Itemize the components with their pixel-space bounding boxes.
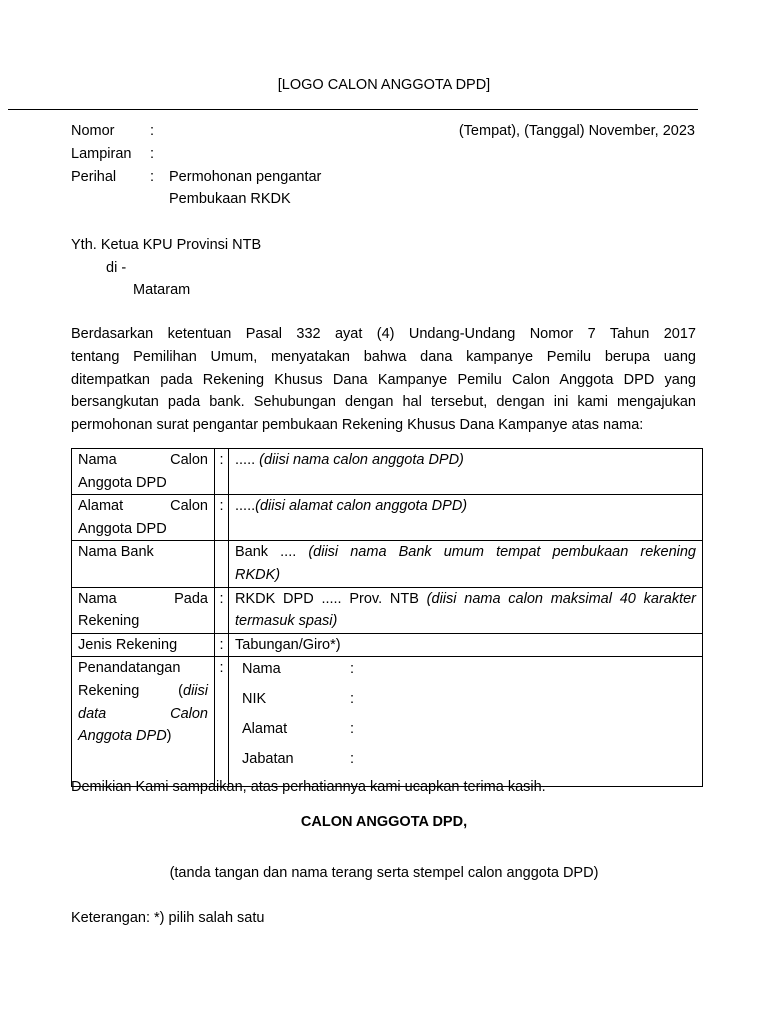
account-details-table (71, 448, 703, 787)
value-line (235, 541, 696, 564)
field-label: NIK (242, 691, 267, 708)
signer-field-alamat (235, 718, 696, 748)
address-di: di - (106, 260, 127, 276)
label-line: Alamat Calon (78, 498, 208, 515)
signer-field-jabatan (235, 748, 696, 778)
value-hint: (diisi nama calon maksimal 40 karakter (426, 590, 697, 607)
field-colon: : (350, 691, 355, 708)
field-label: Jabatan (242, 751, 294, 768)
footnote: Keterangan: *) pilih salah satu (71, 910, 265, 926)
label-line: Nama Calon (78, 452, 208, 468)
row-separator: : (215, 657, 229, 787)
row-separator: : (215, 587, 229, 633)
lampiran-label: Lampiran (71, 146, 132, 162)
row-separator: : (215, 495, 229, 541)
row-value (229, 587, 703, 633)
value-hint: (diisi nama Bank umum tempat pembukaan rekening (308, 544, 696, 561)
body-line: Berdasarkan ketentuan Pasal 332 ayat (4) Undang-Undang Nomor 7 Tahun 2017 (71, 326, 696, 342)
value-plain: ..... (235, 452, 260, 468)
value-plain: ..... (235, 498, 256, 515)
row-value: Tabungan/Giro*) (229, 633, 703, 657)
value-hint: (diisi alamat calon anggota DPD) (255, 498, 468, 515)
row-label (72, 657, 215, 787)
table-row-nama-rekening (72, 587, 703, 633)
label-line: Rekening (78, 613, 140, 630)
label-plain: ) (166, 728, 172, 745)
table-row-nama-calon (72, 449, 703, 495)
label-hint: diisi (183, 682, 208, 699)
row-value (229, 541, 703, 587)
logo-placeholder: [LOGO CALON ANGGOTA DPD] (277, 77, 491, 93)
value-hint: termasuk spasi) (235, 613, 338, 630)
value-hint: (diisi nama calon anggota DPD) (259, 452, 464, 468)
signature-title: CALON ANGGOTA DPD, (300, 814, 468, 830)
nomor-label: Nomor (71, 123, 115, 139)
label-line: Anggota DPD (78, 474, 167, 491)
perihal-colon: : (150, 169, 155, 185)
signer-field-nama (235, 658, 696, 688)
row-separator (215, 541, 229, 587)
label-plain: Rekening ( (78, 682, 184, 699)
table-row-alamat-calon (72, 495, 703, 541)
value-line (235, 588, 696, 611)
row-label: Jenis Rekening (72, 633, 215, 657)
table-row-jenis-rekening (72, 633, 703, 657)
signature-note: (tanda tangan dan nama terang serta stempel calon anggota DPD) (169, 865, 599, 881)
closing-sentence: Demikian Kami sampaikan, atas perhatiannya kami ucapkan terima kasih. (71, 779, 546, 795)
row-label (72, 587, 215, 633)
field-colon: : (350, 721, 355, 738)
table-row-nama-bank (72, 541, 703, 587)
value-plain: RKDK DPD ..... Prov. NTB (235, 590, 427, 607)
label-hint: data Calon (78, 705, 208, 722)
table-row-penandatangan (72, 657, 703, 787)
row-label: Nama Bank (72, 541, 215, 587)
value-hint: RKDK) (235, 566, 281, 583)
body-line: tentang Pemilihan Umum, menyatakan bahwa dana kampanye Pemilu berupa uang (71, 348, 696, 365)
header-divider (8, 109, 698, 110)
nomor-colon: : (150, 123, 155, 139)
body-paragraph (71, 323, 696, 437)
row-separator: : (215, 633, 229, 657)
field-label: Nama (242, 661, 281, 678)
body-line: bersangkutan pada bank. Sehubungan dengan hal tersebut, dengan ini kami mengajukan (71, 394, 696, 411)
label-line: Anggota DPD (78, 520, 167, 537)
label-line: Penandatangan (78, 660, 181, 677)
body-line: permohonan surat pengantar pembukaan Rekening Khusus Dana Kampanye atas nama: (71, 417, 644, 434)
row-label (72, 449, 215, 495)
perihal-line2: Pembukaan RKDK (169, 191, 291, 207)
perihal-line1: Permohonan pengantar (169, 169, 322, 185)
body-line: ditempatkan pada Rekening Khusus Dana Kampanye Pemilu Calon Anggota DPD yang (71, 371, 696, 388)
label-hint: Anggota DPD (78, 728, 167, 745)
field-colon: : (350, 661, 355, 678)
place-date: (Tempat), (Tanggal) November, 2023 (458, 123, 695, 139)
label-line (78, 680, 208, 703)
row-label (72, 495, 215, 541)
signer-field-nik (235, 688, 696, 718)
row-value (229, 495, 703, 541)
row-value (229, 449, 703, 495)
label-line (78, 728, 172, 744)
address-city: Mataram (133, 282, 191, 298)
field-label: Alamat (242, 721, 288, 738)
row-value (229, 657, 703, 787)
lampiran-colon: : (150, 146, 155, 162)
perihal-label: Perihal (71, 169, 117, 185)
row-separator: : (215, 449, 229, 495)
label-line: Nama Pada (78, 590, 208, 607)
address-recipient: Yth. Ketua KPU Provinsi NTB (71, 237, 262, 253)
field-colon: : (350, 751, 355, 768)
value-plain: Bank .... (235, 544, 309, 561)
